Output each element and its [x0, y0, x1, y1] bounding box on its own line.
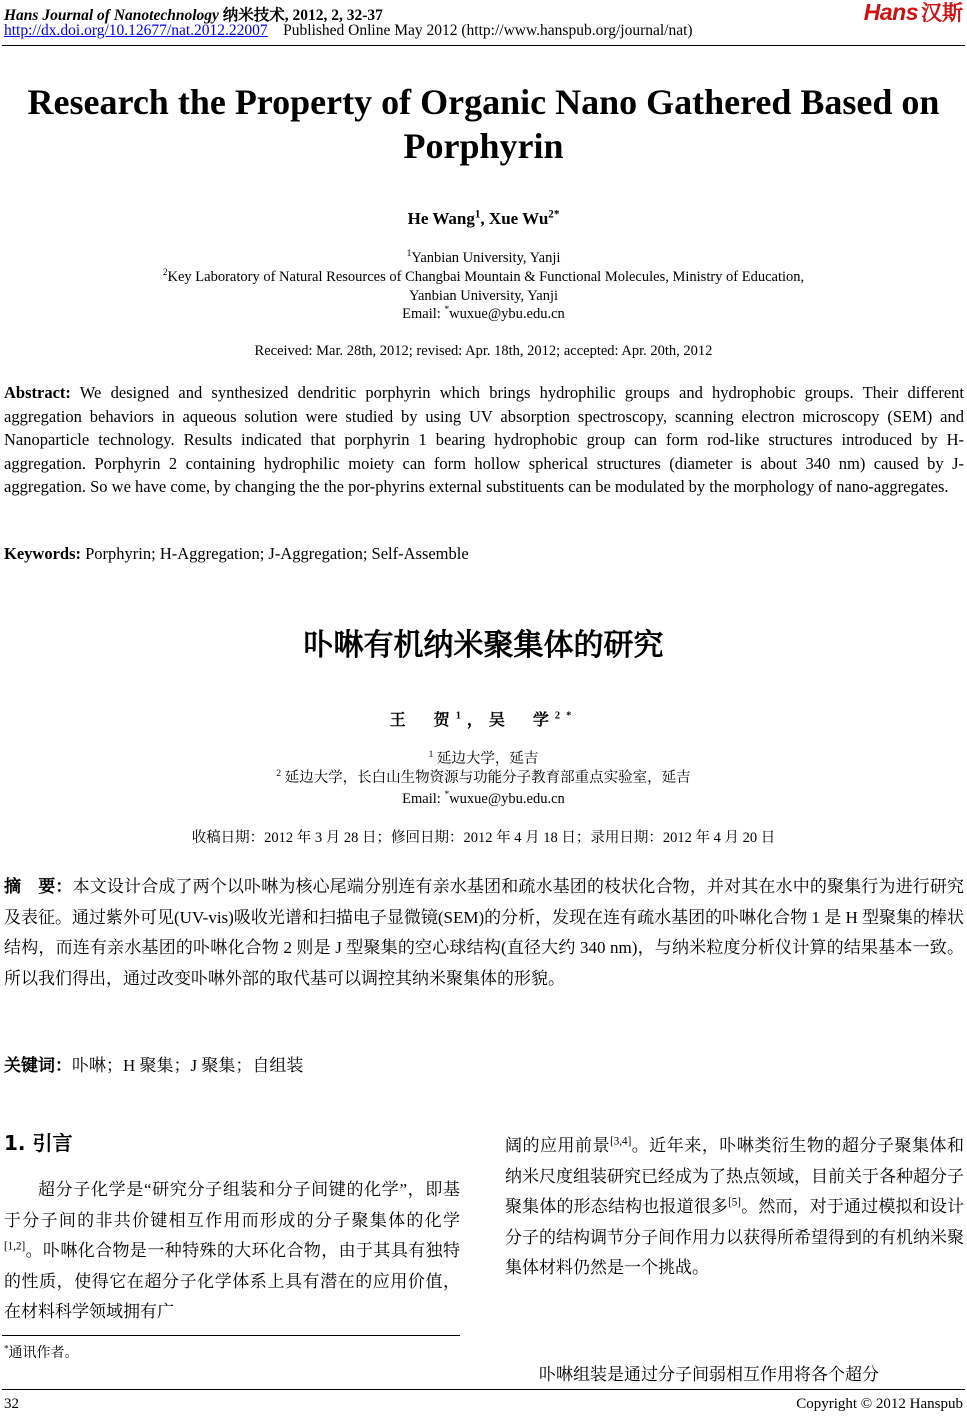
body-right-column-paragraph-2: 卟啉组装是通过分子间弱相互作用将各个超分 [539, 1365, 879, 1384]
keywords-label: 关键词： [4, 1056, 72, 1076]
paragraph-text: 。近年来，卟啉类衍生物的超分子聚集体和纳米尺度组装研究已经成为了热点领域，目前关于各种超分子聚集体的形态结构也报道很多 [505, 1136, 965, 1216]
author-1: He Wang [407, 209, 475, 228]
keywords-chinese [4, 1051, 303, 1076]
body-left-column [4, 1175, 460, 1328]
author-2: 吴 学 [488, 712, 555, 729]
footnote-rule [2, 1335, 460, 1336]
author-1-affiliation-mark: 1 [474, 208, 481, 221]
author-separator: , [480, 209, 489, 228]
author-2-affiliation-mark: 2* [554, 710, 578, 722]
abstract-text: We designed and synthesized dendritic porphyrin which brings hydrophilic groups and hydrophobic groups. Their different aggregation behaviors in aqueous solution were studied by using UV absorption spectroscopy, scanning electron microscopy (SEM) and Nanoparticle technology. Results indicated that porphyrin 1 bearing hydrophobic group can form rod-like structures introduced by H-aggregation. Porphyrin 2 containing hydrophilic moiety can form hollow spherical structures (diameter is about 340 nm) caused by J-aggregation. So we have come, by changing the the por-phyrins external substituents can be modulated by the morphology of nano-aggregates. [4, 383, 964, 496]
affiliation-mark: 2 [162, 268, 168, 279]
logo-hans-text: Hans [863, 0, 918, 25]
corresponding-mark: * [444, 790, 450, 801]
footnote [4, 1342, 79, 1362]
affiliation-2-english-line2: Yanbian University, Yanji [408, 288, 559, 304]
abstract-text: 本文设计合成了两个以卟啉为核心尾端分别连有亲水基团和疏水基团的枝状化合物，并对其在水中的聚集行为进行研究及表征。通过紫外可见(UV-vis)吸收光谱和扫描电子显微镜(SEM)的分析，发现在连有疏水基团的卟啉化合物 1 是 H 型聚集的棒状结构，而连有亲水基团的卟啉化合物 2 则是 J 型聚集的空心球结构(直径大约 340 nm)，与纳米粒度分析仪计算的结果基本一致。所以我们得出，通过改变卟啉外部的取代基可以调控其纳米聚集体的形貌。 [4, 877, 965, 988]
author-1: 王 贺 [389, 712, 456, 729]
affiliation-mark: 1 [428, 750, 434, 761]
paragraph-text: 。卟啉化合物是一种特殊的大环化合物，由于其具有独特的性质，使得它在超分子化学体系上具有潜在的应用价值，在材料科学领域拥有广 [4, 1241, 460, 1321]
logo-cn-text: 汉斯 [921, 1, 963, 25]
citation: [5] [728, 1196, 741, 1209]
author-2: Xue Wu [488, 209, 549, 228]
affiliation-text: 延边大学，延吉 [433, 751, 539, 767]
affiliation-text: 延边大学，长白山生物资源与功能分子教育部重点实验室，延吉 [281, 770, 691, 786]
authors-english [0, 209, 967, 229]
affiliation-text: Key Laboratory of Natural Resources of Changbai Mountain & Functional Molecules, Ministry of Education, [167, 269, 805, 285]
affiliation-mark: 2 [276, 769, 282, 780]
hans-logo [864, 0, 963, 24]
corresponding-mark: * [444, 305, 450, 316]
author-separator: ， [466, 712, 489, 729]
published-online-text: Published Online May 2012 (http://www.hanspub.org/journal/nat) [283, 22, 693, 39]
abstract-label: 摘 要： [4, 877, 73, 897]
section-title-introduction: 1. 引言 [4, 1131, 73, 1155]
running-header-links [4, 22, 693, 40]
email-address: wuxue@ybu.edu.cn [449, 791, 565, 807]
paragraph-text: 。然而，对于通过模拟和设计分子的结构调节分子间作用力以获得所希望得到的有机纳米聚集体材料仍然是一个挑战。 [505, 1197, 965, 1277]
dates-chinese: 收稿日期：2012 年 3 月 28 日；修回日期：2012 年 4 月 18 日；录用日期：2012 年 4 月 20 日 [191, 830, 776, 846]
abstract-english [4, 381, 964, 499]
authors-chinese [0, 707, 967, 730]
header-rule [2, 45, 965, 46]
keywords-text: 卟啉；H 聚集；J 聚集；自组装 [72, 1056, 304, 1075]
journal-name: Hans Journal of Nanotechnology [4, 7, 219, 24]
affiliation-1-chinese [0, 750, 967, 769]
page-number: 32 [4, 1396, 19, 1412]
affiliation-2-english [0, 268, 967, 287]
keywords-english [4, 544, 469, 564]
copyright: Copyright © 2012 Hanspub [796, 1396, 963, 1412]
keywords-text: Porphyrin; H-Aggregation; J-Aggregation; Self-Assemble [81, 544, 469, 563]
abstract-label: Abstract: [4, 383, 71, 402]
doi-link[interactable]: http://dx.doi.org/10.12677/nat.2012.22007 [4, 22, 268, 39]
affiliation-2-chinese [0, 769, 967, 788]
email-english [0, 305, 967, 324]
paper-title-english: Research the Property of Organic Nano Gathered Based on Porphyrin [27, 82, 940, 166]
affiliation-text: Yanbian University, Yanji [411, 250, 561, 266]
affiliation-1-english [0, 249, 967, 268]
abstract-chinese [4, 872, 964, 994]
email-label: Email: [402, 306, 445, 322]
author-1-affiliation-mark: 1 [455, 710, 467, 722]
email-label: Email: [402, 791, 445, 807]
paper-title-chinese: 卟啉有机纳米聚集体的研究 [303, 628, 664, 663]
journal-volume: 纳米技术, 2012, 2, 32-37 [218, 7, 383, 24]
body-right-column [505, 1131, 964, 1284]
footer-rule [2, 1389, 965, 1390]
email-address: wuxue@ybu.edu.cn [449, 306, 565, 322]
footnote-mark: * [4, 1343, 9, 1354]
citation: [3,4] [610, 1135, 632, 1148]
footnote-text: 通讯作者。 [8, 1346, 79, 1361]
citation: [1,2] [4, 1240, 26, 1253]
affiliation-mark: 1 [406, 249, 412, 260]
paragraph-text: 阔的应用前景 [505, 1136, 611, 1155]
dates-english: Received: Mar. 28th, 2012; revised: Apr. 18th, 2012; accepted: Apr. 20th, 2012 [254, 343, 713, 359]
keywords-label: Keywords: [4, 544, 81, 563]
email-chinese [0, 790, 967, 809]
paragraph-text: 超分子化学是“研究分子组装和分子间键的化学”，即基于分子间的非共价键相互作用而形成的分子聚集体的化学 [4, 1180, 460, 1230]
author-2-affiliation-mark: 2* [548, 208, 560, 221]
